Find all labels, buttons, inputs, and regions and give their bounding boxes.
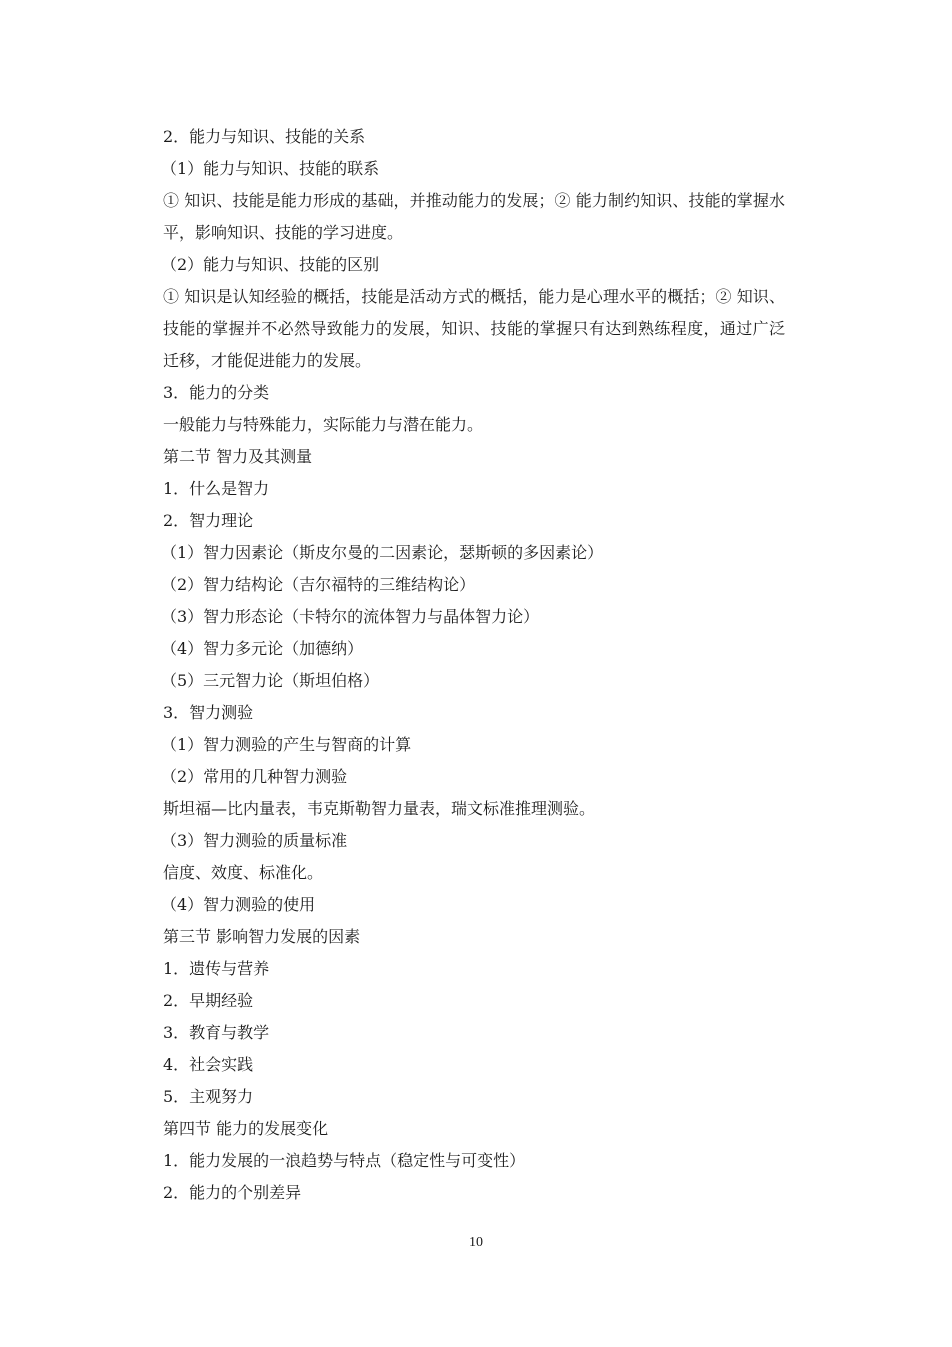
paragraph-classification: 一般能力与特殊能力，实际能力与潜在能力。 <box>163 415 484 434</box>
list-item: 5．主观努力 <box>163 1087 254 1106</box>
list-item: 1．什么是智力 <box>163 479 270 498</box>
subheading-connection: （1）能力与知识、技能的联系 <box>161 159 380 178</box>
list-item: （2）智力结构论（吉尔福特的三维结构论） <box>161 575 476 594</box>
list-item: 3．智力测验 <box>163 703 254 722</box>
section-title-2: 第二节 智力及其测量 <box>163 447 313 466</box>
list-item: 1．遗传与营养 <box>163 959 270 978</box>
list-item: 2．智力理论 <box>163 511 254 530</box>
page-number: 10 <box>469 1235 483 1250</box>
list-item: 4．社会实践 <box>163 1055 254 1074</box>
list-item: （4）智力多元论（加德纳） <box>161 639 364 658</box>
list-item: （2）常用的几种智力测验 <box>161 767 348 786</box>
subheading-difference: （2）能力与知识、技能的区别 <box>161 255 380 274</box>
paragraph-tests: 斯坦福—比内量表，韦克斯勒智力量表，瑞文标准推理测验。 <box>163 799 596 818</box>
list-item: （3）智力形态论（卡特尔的流体智力与晶体智力论） <box>161 607 540 626</box>
list-item: 2．早期经验 <box>163 991 254 1010</box>
section-title-3: 第三节 影响智力发展的因素 <box>163 927 361 946</box>
section-title-4: 第四节 能力的发展变化 <box>163 1119 329 1138</box>
list-item: （1）智力因素论（斯皮尔曼的二因素论，瑟斯顿的多因素论） <box>161 543 604 562</box>
list-item: 3．教育与教学 <box>163 1023 270 1042</box>
paragraph-difference: ① 知识是认知经验的概括，技能是活动方式的概括，能力是心理水平的概括；② 知识、技能的掌握并不必然导致能力的发展，知识、技能的掌握只有达到熟练程度，通过广泛迁移，才能促进能力的发展。 <box>163 287 785 370</box>
heading-relation: 2．能力与知识、技能的关系 <box>163 127 366 146</box>
heading-classification: 3．能力的分类 <box>163 383 270 402</box>
paragraph-connection: ① 知识、技能是能力形成的基础，并推动能力的发展；② 能力制约知识、技能的掌握水平，影响知识、技能的学习进度。 <box>163 191 785 242</box>
document-body <box>163 121 785 1209</box>
list-item: 1．能力发展的一浪趋势与特点（稳定性与可变性） <box>163 1151 526 1170</box>
list-item: （4）智力测验的使用 <box>161 895 316 914</box>
list-item: 2．能力的个别差异 <box>163 1183 302 1202</box>
list-item: （5）三元智力论（斯坦伯格） <box>161 671 380 690</box>
paragraph-quality: 信度、效度、标准化。 <box>163 863 324 882</box>
list-item: （1）智力测验的产生与智商的计算 <box>161 735 412 754</box>
list-item: （3）智力测验的质量标准 <box>161 831 348 850</box>
